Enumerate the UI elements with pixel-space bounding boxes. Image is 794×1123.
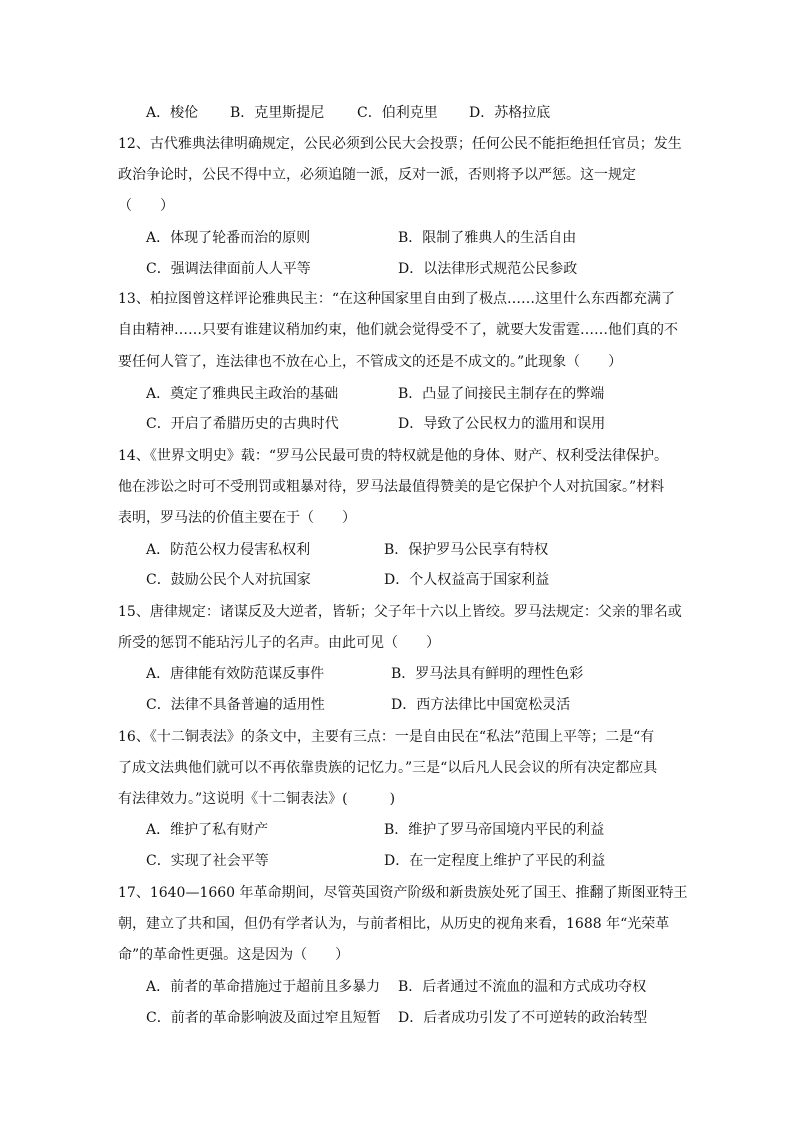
question-13-option-c: C．开启了希腊历史的古典时代 — [146, 416, 339, 432]
question-14-line-2: 他在涉讼之时可不受刑罚或粗暴对待，罗马法最值得赞美的是它保护个人对抗国家。”材料 — [118, 479, 665, 495]
question-17-option-b: B．后者通过不流血的温和方式成功夺权 — [398, 979, 647, 995]
question-12-option-d: D．以法律形式规范公民参政 — [398, 261, 578, 277]
question-17-option-d: D．后者成功引发了不可逆转的政治转型 — [398, 1010, 648, 1026]
question-14-option-d: D．个人权益高于国家利益 — [384, 572, 550, 588]
question-14-option-a: A．防范公权力侵害私权利 — [146, 542, 311, 558]
question-12-option-b: B．限制了雅典人的生活自由 — [398, 230, 577, 246]
question-14-line-3: 表明，罗马法的价值主要在于（ ） — [118, 510, 356, 526]
question-16-option-d: D．在一定程度上维护了平民的利益 — [384, 853, 606, 869]
question-15-line-2: 所受的惩罚不能玷污儿子的名声。由此可见（ ） — [118, 635, 440, 651]
question-16-option-a: A．维护了私有财产 — [146, 822, 269, 838]
option-d: D．苏格拉底 — [469, 105, 551, 121]
question-13-line-2: 自由精神……只要有谁建议稍加约束，他们就会觉得受不了，就要大发雷霆……他们真的不 — [118, 322, 678, 338]
question-16-line-2: 了成文法典他们就可以不再依靠贵族的记忆力。”三是“以后凡人民会议的所有决定都应具 — [118, 760, 658, 776]
question-12-option-c: C．强调法律面前人人平等 — [146, 261, 311, 277]
question-12-line-1: 12、古代雅典法律明确规定，公民必须到公民大会投票；任何公民不能拒绝担任官员；发生 — [118, 136, 682, 152]
question-13-option-a: A．奠定了雅典民主政治的基础 — [146, 386, 339, 402]
question-15-option-b: B．罗马法具有鲜明的理性色彩 — [391, 666, 584, 682]
question-16-option-b: B．维护了罗马帝国境内平民的利益 — [384, 822, 605, 838]
question-15-option-a: A．唐律能有效防范谋反事件 — [146, 666, 325, 682]
option-a: A．梭伦 — [146, 105, 199, 121]
question-12-line-2: 政治争论时，公民不得中立，必须追随一派，反对一派，否则将予以严惩。这一规定 — [118, 167, 636, 183]
question-13-line-3: 要任何人管了，连法律也不放在心上，不管成文的还是不成文的。”此现象（ ） — [118, 354, 623, 370]
question-15-option-c: C．法律不具备普遍的适用性 — [146, 697, 325, 713]
question-17-line-1: 17、1640—1660 年革命期间，尽管英国资产阶级和新贵族处死了国王、推翻了斯图亚特王 — [118, 885, 688, 901]
question-14-option-c: C．鼓励公民个人对抗国家 — [146, 572, 311, 588]
question-12-line-3: （ ） — [118, 198, 174, 214]
question-13-option-d: D．导致了公民权力的滥用和误用 — [398, 416, 606, 432]
question-14-line-1: 14、《世界文明史》载：“罗马公民最可贵的特权就是他的身体、财产、权利受法律保护。 — [118, 448, 668, 464]
question-17-option-a: A．前者的革命措施过于超前且多暴力 — [146, 979, 381, 995]
option-b: B．克里斯提尼 — [230, 105, 325, 121]
question-16-line-1: 16、《十二铜表法》的条文中，主要有三点：一是自由民在“私法”范围上平等；二是“有 — [118, 729, 655, 745]
question-15-option-d: D．西方法律比中国宽松灵活 — [391, 697, 571, 713]
question-17-line-2: 朝，建立了共和国，但仍有学者认为，与前者相比，从历史的视角来看，1688 年“光荣革 — [118, 916, 670, 932]
question-13-line-1: 13、柏拉图曾这样评论雅典民主：“在这种国家里自由到了极点……这里什么东西都充满了 — [118, 291, 675, 307]
question-12-option-a: A．体现了轮番而治的原则 — [146, 230, 311, 246]
question-16-option-c: C．实现了社会平等 — [146, 853, 269, 869]
question-16-line-3: 有法律效力。”这说明《十二铜表法》( ) — [118, 791, 396, 807]
question-13-option-b: B．凸显了间接民主制存在的弊端 — [398, 386, 605, 402]
question-17-line-3: 命”的革命性更强。这是因为（ ） — [118, 947, 350, 963]
option-c: C．伯利克里 — [357, 105, 438, 121]
question-17-option-c: C．前者的革命影响波及面过窄且短暂 — [146, 1010, 381, 1026]
question-15-line-1: 15、唐律规定：诸谋反及大逆者，皆斩；父子年十六以上皆绞。罗马法规定：父亲的罪名或 — [118, 604, 682, 620]
question-14-option-b: B．保护罗马公民享有特权 — [384, 542, 549, 558]
